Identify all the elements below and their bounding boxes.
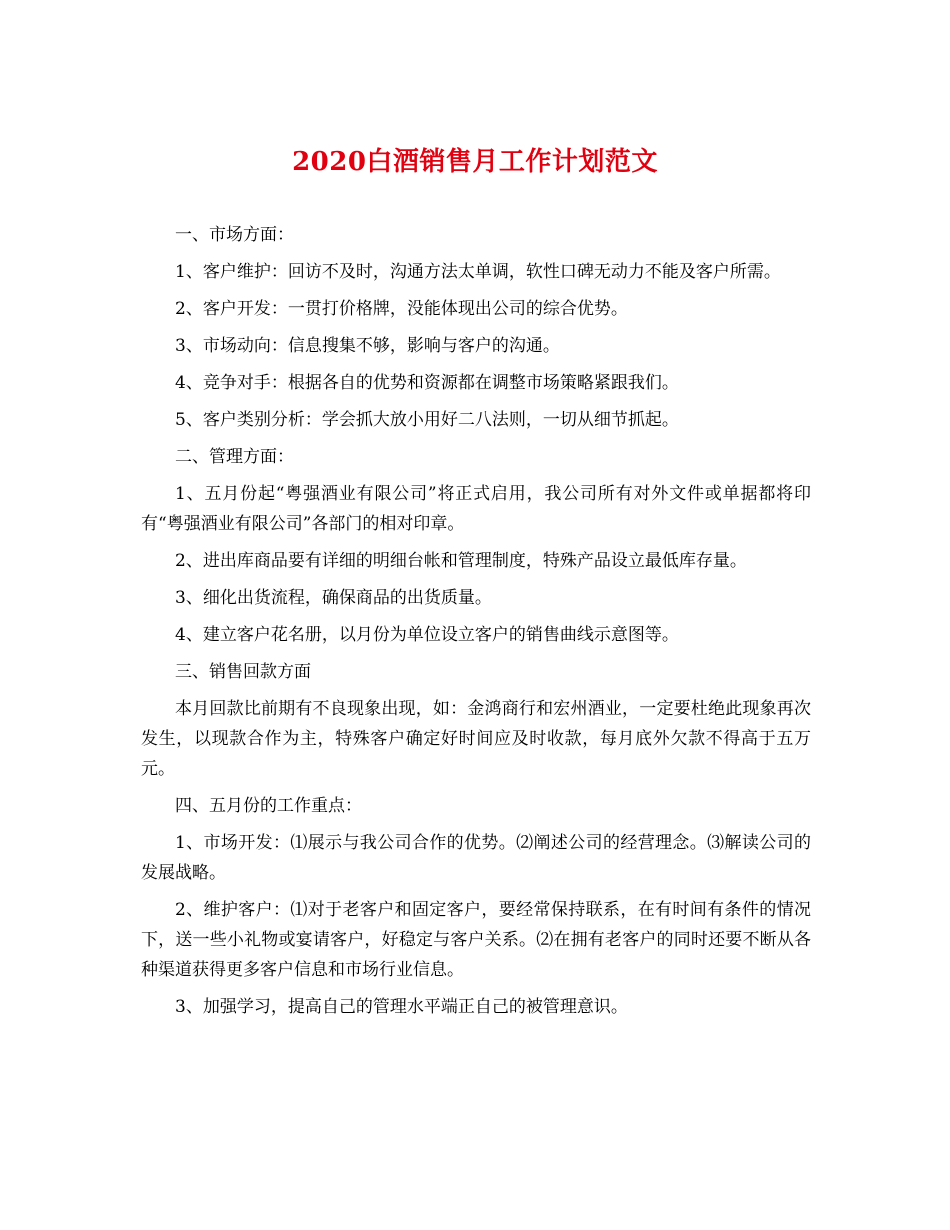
paragraph: 本月回款比前期有不良现象出现，如：金鸿商行和宏州酒业，一定要杜绝此现象再次发生，以现款合作为主，特殊客户确定好时间应及时收款，每月底外欠款不得高于五万元。 [141, 699, 811, 779]
paragraph: 4、竞争对手：根据各自的优势和资源都在调整市场策略紧跟我们。 [175, 373, 679, 393]
paragraph: 3、加强学习，提高自己的管理水平端正自己的被管理意识。 [175, 997, 628, 1017]
paragraph: 2、客户开发：一贯打价格牌，没能体现出公司的综合优势。 [175, 299, 628, 319]
section-heading-focus: 四、五月份的工作重点： [175, 796, 362, 816]
document-body [141, 220, 811, 1029]
paragraph: 1、市场开发：⑴展示与我公司合作的优势。⑵阐述公司的经营理念。⑶解读公司的发展战略。 [141, 833, 811, 883]
section-heading-management: 二、管理方面： [175, 447, 294, 467]
section-heading-market: 一、市场方面： [175, 225, 294, 245]
document-title: 2020白酒销售月工作计划范文 [292, 147, 658, 177]
paragraph: 4、建立客户花名册，以月份为单位设立客户的销售曲线示意图等。 [175, 625, 679, 645]
paragraph: 2、维护客户：⑴对于老客户和固定客户，要经常保持联系，在有时间有条件的情况下，送一些小礼物或宴请客户，好稳定与客户关系。⑵在拥有老客户的同时还要不断从各种渠道获得更多客户信息和市场行业信息。 [141, 900, 811, 980]
section-heading-payment: 三、销售回款方面 [175, 662, 311, 682]
paragraph: 1、五月份起“粤强酒业有限公司”将正式启用，我公司所有对外文件或单据都将印有“粤强酒业有限公司”各部门的相对印章。 [141, 484, 811, 534]
paragraph: 3、市场动向：信息搜集不够，影响与客户的沟通。 [175, 336, 560, 356]
paragraph: 5、客户类别分析：学会抓大放小用好二八法则，一切从细节抓起。 [175, 410, 679, 430]
paragraph: 3、细化出货流程，确保商品的出货质量。 [175, 588, 492, 608]
paragraph: 2、进出库商品要有详细的明细台帐和管理制度，特殊产品设立最低库存量。 [175, 551, 747, 571]
paragraph: 1、客户维护：回访不及时，沟通方法太单调，软性口碑无动力不能及客户所需。 [175, 262, 781, 282]
